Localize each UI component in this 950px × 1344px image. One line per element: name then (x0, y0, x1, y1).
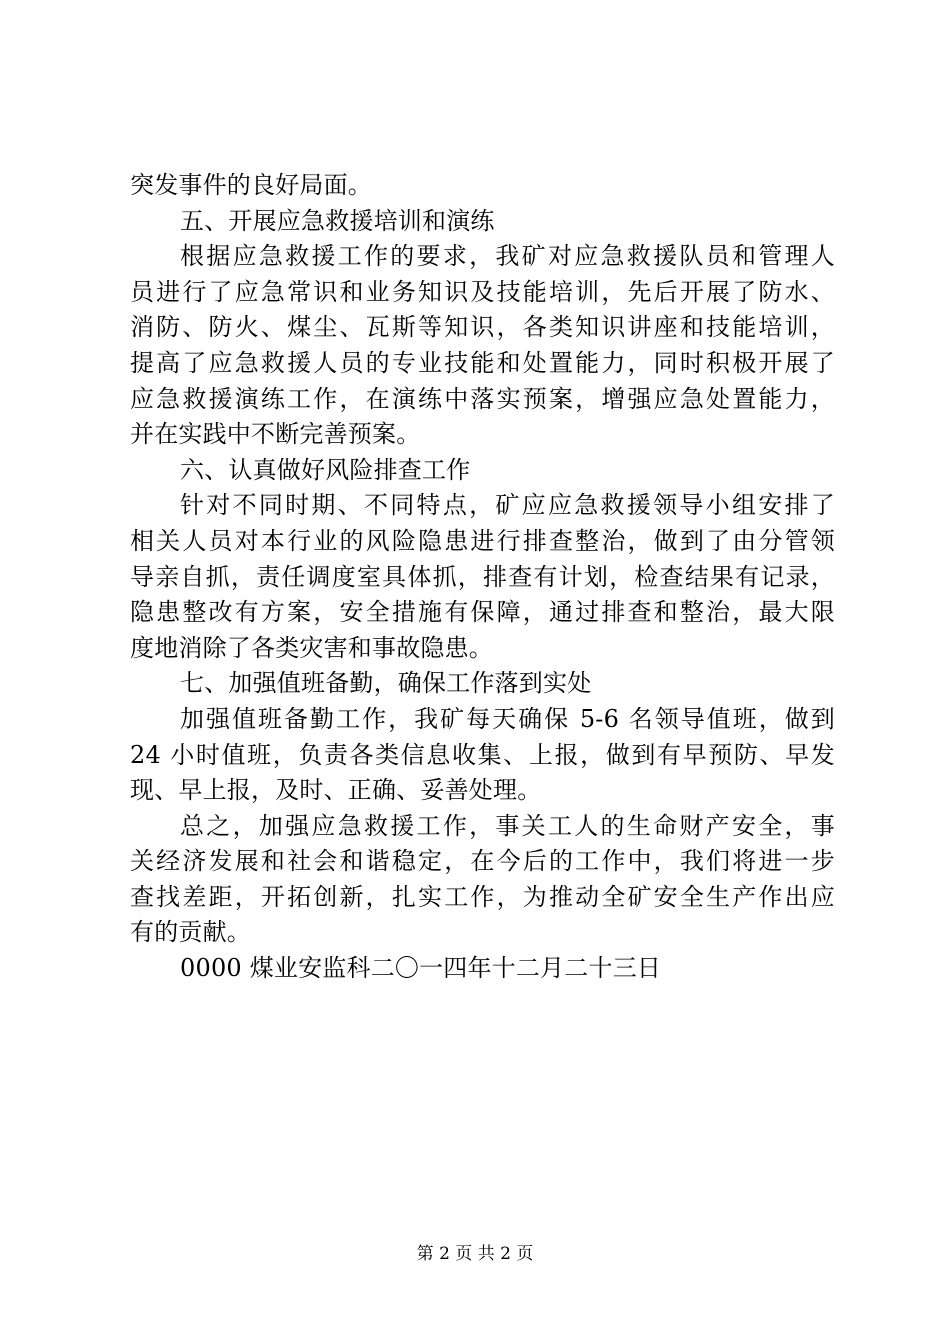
text-line: 消防、防火、煤尘、瓦斯等知识，各类知识讲座和技能培训， (130, 313, 835, 342)
text-line: 隐患整改有方案，安全措施有保障，通过排查和整治，最大限 (130, 598, 835, 627)
text-line: 突发事件的良好局面。 (130, 171, 372, 199)
text-line: 应急救援演练工作，在演练中落实预案，增强应急处置能力， (130, 384, 835, 413)
text-line: 查找差距，开拓创新，扎实工作，为推动全矿安全生产作出应 (130, 882, 835, 911)
text-line: 24 小时值班，负责各类信息收集、上报，做到有早预防、早发 (130, 740, 835, 769)
text-line: 根据应急救援工作的要求，我矿对应急救援队员和管理人 (180, 242, 835, 271)
text-line: 并在实践中不断完善预案。 (130, 420, 421, 449)
text-line: 关经济发展和社会和谐稳定，在今后的工作中，我们将进一步 (130, 847, 835, 876)
document-body (130, 168, 835, 987)
text-line: 有的贡献。 (130, 918, 251, 947)
text-line: 相关人员对本行业的风险隐患进行排查整治，做到了由分管领 (130, 526, 835, 555)
text-line: 度地消除了各类灾害和事故隐患。 (130, 633, 493, 662)
text-line: 加强值班备勤工作，我矿每天确保 5-6 名领导值班，做到 (180, 704, 835, 733)
text-line: 员进行了应急常识和业务知识及技能培训，先后开展了防水、 (130, 277, 835, 306)
section-heading-6: 六、认真做好风险排查工作 (180, 455, 471, 484)
text-line: 现、早上报，及时、正确、妥善处理。 (130, 776, 542, 805)
section-heading-7: 七、加强值班备勤，确保工作落到实处 (180, 669, 592, 698)
text-line: 总之，加强应急救援工作，事关工人的生命财产安全，事 (180, 811, 835, 840)
section-heading-5: 五、开展应急救援培训和演练 (180, 206, 495, 235)
signature-line: 0000 煤业安监科二〇一四年十二月二十三日 (180, 954, 662, 983)
text-line: 导亲自抓，责任调度室具体抓，排查有计划，检查结果有记录， (130, 562, 835, 591)
text-line: 提高了应急救援人员的专业技能和处置能力，同时积极开展了 (130, 348, 835, 377)
page-number-footer: 第 2 页 共 2 页 (416, 1244, 534, 1264)
text-line: 针对不同时期、不同特点，矿应应急救援领导小组安排了 (180, 491, 835, 520)
